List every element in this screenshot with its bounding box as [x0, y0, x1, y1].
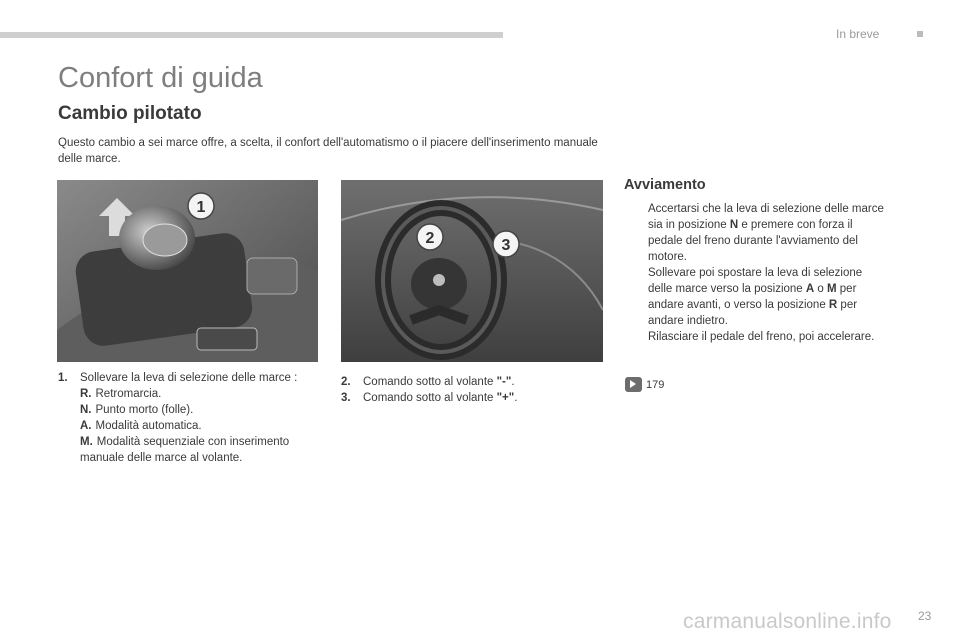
page-number: 23 [918, 609, 932, 623]
list-item: Sollevare poi spostare la leva di selezione delle marce verso la posizione A o M per andare avanti, o verso la posizione R per andare indietro. [624, 265, 886, 329]
intro-paragraph: Questo cambio a sei marce offre, a scelta, il confort dell'automatismo o il piacere dell'inserimento manuale delle marce. [58, 137, 598, 165]
wheel-list [341, 374, 601, 406]
page-reference-number: 179 [646, 378, 665, 391]
list-item: M. Modalità sequenziale con inserimento manuale delle marce al volante. [80, 436, 290, 464]
gear-list [58, 370, 328, 466]
bullet-icon [624, 265, 648, 329]
avviamento-list [624, 201, 886, 345]
list-item: 2. Comando sotto al volante "-". [341, 376, 515, 388]
list-item: R. Retromarcia. [80, 388, 162, 400]
page-arrow-icon [625, 377, 642, 392]
avviamento-title: Avviamento [624, 177, 706, 193]
list-item: A. Modalità automatica. [80, 420, 202, 432]
callout-3: 3 [501, 237, 511, 254]
watermark: carmanualsonline.info [683, 610, 892, 633]
list-item: 3. Comando sotto al volante "+". [341, 392, 518, 404]
bullet-icon [624, 329, 648, 345]
list-item: N. Punto morto (folle). [80, 404, 194, 416]
item-number: 1. [58, 372, 68, 384]
list-item: Accertarsi che la leva di selezione delle marce sia in posizione N e premere con forza il pedale del freno durante l'avviamento del motore. [624, 201, 886, 265]
bullet-icon [624, 201, 648, 265]
page-title: Confort di guida [58, 62, 263, 94]
section-marker-icon [917, 31, 923, 37]
steering-wheel-photo [341, 180, 603, 362]
list-item: Rilasciare il pedale del freno, poi accelerare. [624, 329, 886, 345]
header-bar [0, 32, 503, 38]
gear-lever-photo [57, 180, 318, 362]
item-text: Sollevare la leva di selezione delle marce : [80, 372, 298, 384]
callout-2: 2 [425, 230, 435, 247]
section-label: In breve [836, 27, 880, 41]
page-reference-link[interactable] [625, 377, 664, 392]
callout-1: 1 [196, 199, 206, 216]
section-title: Cambio pilotato [58, 103, 202, 124]
